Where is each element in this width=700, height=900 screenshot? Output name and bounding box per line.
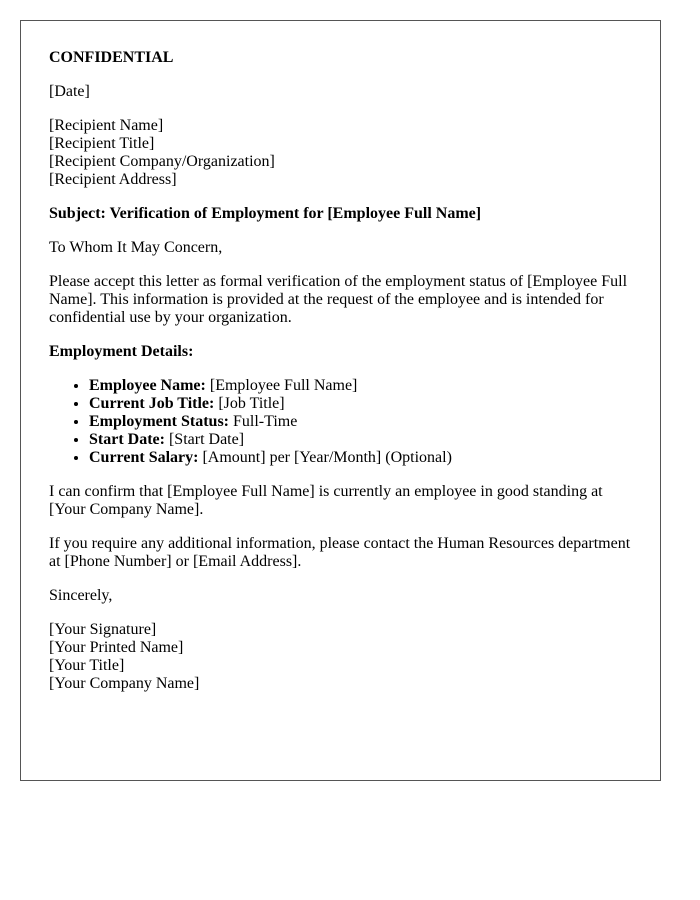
signer-title: [Your Title] [49,657,125,674]
intro-paragraph: Please accept this letter as formal verification of the employment status of [Employee Full Name]. This information is provided at the request of the employee and is intended for confidential use by your organization. [49,273,628,326]
detail-label: Current Salary: [89,449,199,466]
detail-value: [Employee Full Name] [205,377,358,394]
detail-label: Employment Status: [89,413,230,430]
contact-paragraph: If you require any additional information, please contact the Human Resources department at [Phone Number] or [Email Address]. [49,535,631,570]
date: [Date] [49,83,90,100]
list-item [89,449,632,467]
detail-value: [Amount] per [Year/Month] (Optional) [198,449,452,466]
recipient-block [49,117,632,189]
detail-label: Current Job Title: [89,395,215,412]
confidential-text: CONFIDENTIAL [49,49,174,66]
recipient-company: [Recipient Company/Organization] [49,153,275,170]
closing: Sincerely, [49,587,113,604]
letter [20,20,661,781]
signature-block [49,621,632,693]
details-heading-text: Employment Details: [49,343,194,360]
salutation: To Whom It May Concern, [49,239,223,256]
detail-value: [Start Date] [164,431,245,448]
details-heading [49,343,632,361]
recipient-name: [Recipient Name] [49,117,164,134]
detail-label: Start Date: [89,431,165,448]
recipient-address: [Recipient Address] [49,171,177,188]
detail-value: Full-Time [229,413,298,430]
details-list [49,377,632,467]
subject-line [49,205,632,223]
detail-label: Employee Name: [89,377,206,394]
signer-company: [Your Company Name] [49,675,200,692]
list-item [89,413,632,431]
printed-name: [Your Printed Name] [49,639,184,656]
detail-value: [Job Title] [214,395,285,412]
list-item [89,395,632,413]
confirmation-paragraph: I can confirm that [Employee Full Name] is currently an employee in good standing at [Your Company Name]. [49,483,603,518]
list-item [89,431,632,449]
subject-text: Subject: Verification of Employment for [Employee Full Name] [49,205,482,222]
signature: [Your Signature] [49,621,157,638]
recipient-title: [Recipient Title] [49,135,155,152]
confidential-heading [49,49,632,67]
list-item [89,377,632,395]
